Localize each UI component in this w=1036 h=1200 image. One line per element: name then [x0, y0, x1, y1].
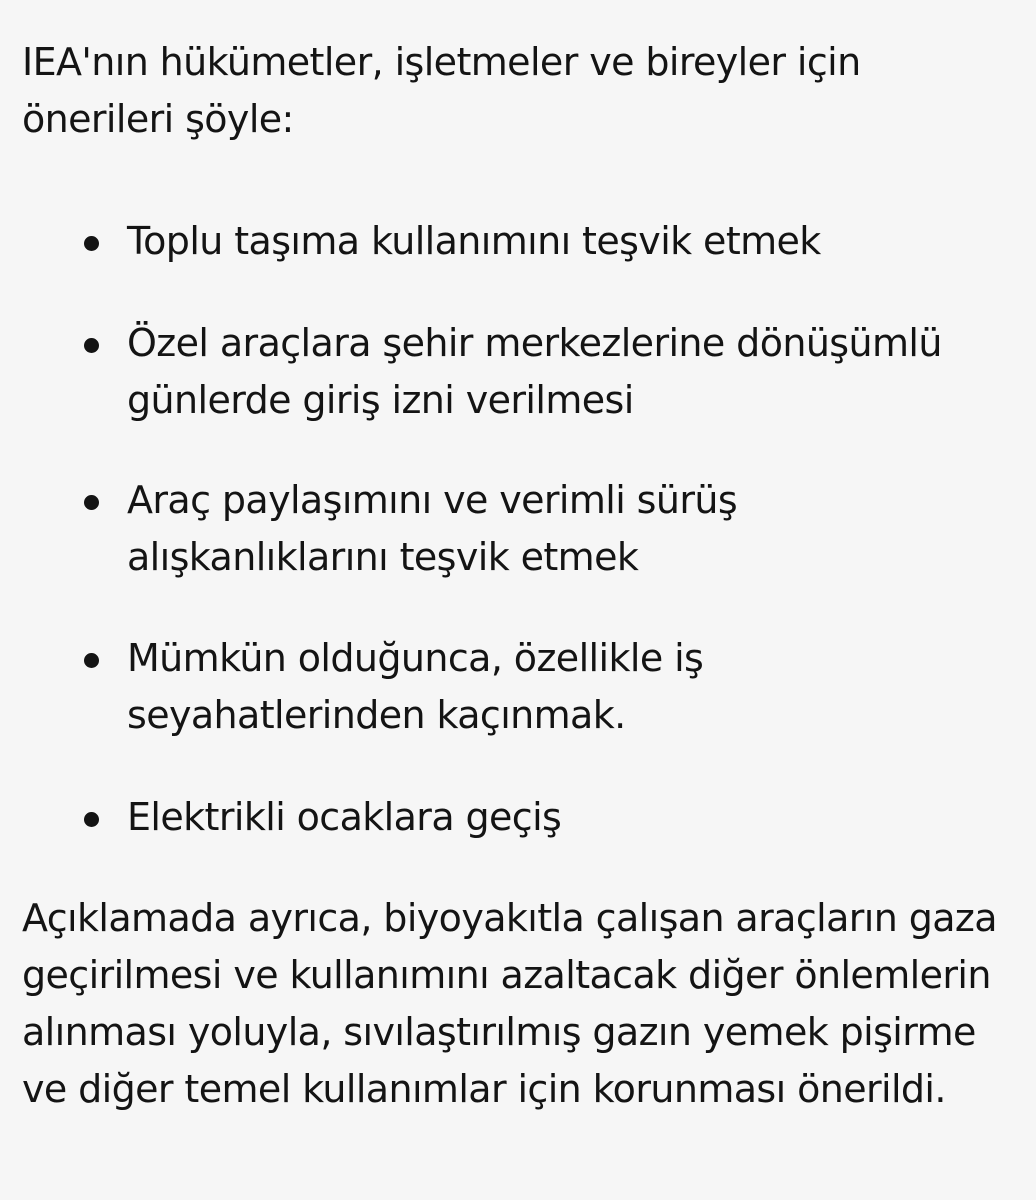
list-item [22, 630, 1012, 744]
bullet-icon [84, 812, 99, 827]
list-item-text: Mümkün olduğunca, özellikle iş seyahatlerinden kaçınmak. [127, 636, 704, 737]
bullet-icon [84, 653, 99, 668]
list-item-text: Toplu taşıma kullanımını teşvik etmek [127, 219, 821, 263]
list-item [22, 213, 1012, 270]
list-item [22, 472, 1012, 586]
list-item-text: Özel araçlara şehir merkezlerine dönüşümlü günlerde giriş izni verilmesi [127, 321, 942, 422]
bullet-icon [84, 495, 99, 510]
list-item-text: Araç paylaşımını ve verimli sürüş alışkanlıklarını teşvik etmek [127, 478, 738, 579]
list-item-text: Elektrikli ocaklara geçiş [127, 795, 562, 839]
bullet-icon [84, 338, 99, 353]
list-item [22, 789, 1012, 846]
bullet-icon [84, 236, 99, 251]
closing-paragraph: Açıklamada ayrıca, biyoyakıtla çalışan araçların gaza geçirilmesi ve kullanımını azaltacak diğer önlemlerin alınması yoluyla, sıvılaştırılmış gazın yemek pişirme ve diğer temel kullanımlar için korunması önerildi. [22, 896, 997, 1111]
list-item [22, 315, 1012, 429]
intro-paragraph: IEA'nın hükümetler, işletmeler ve bireyler için önerileri şöyle: [22, 40, 861, 141]
